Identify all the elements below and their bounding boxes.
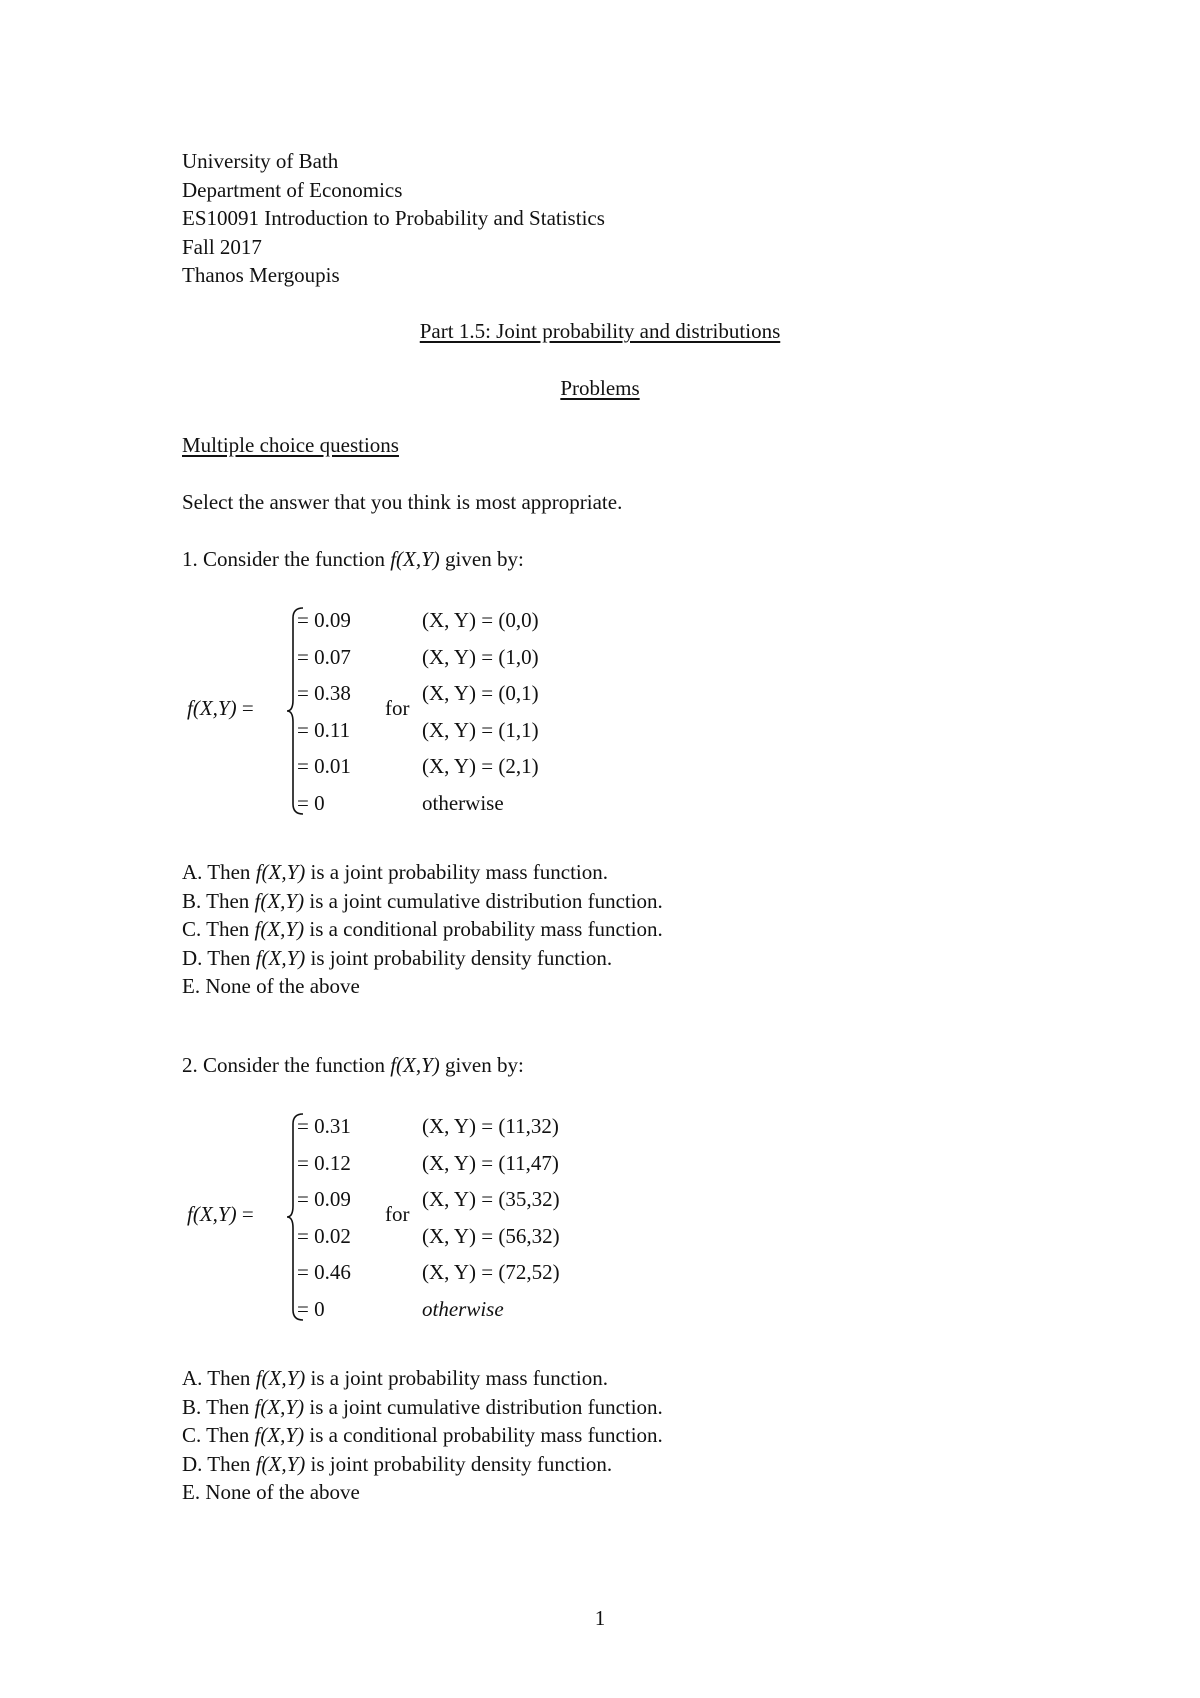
formula-lhs: f(X,Y) =: [187, 696, 254, 720]
function-symbol: f(X,Y): [255, 1366, 306, 1390]
option-suffix: is joint probability density function.: [310, 1451, 613, 1476]
option-suffix: is a joint cumulative distribution function.: [309, 1394, 663, 1419]
question-1-prompt: [182, 545, 524, 573]
problems-heading-row: [0, 374, 1200, 402]
option-d: [182, 944, 663, 973]
formula-lhs: f(X,Y) =: [187, 1202, 254, 1226]
function-symbol: f(X,Y): [187, 696, 237, 720]
question-2-prompt: [182, 1051, 524, 1079]
option-e: [182, 972, 663, 1001]
for-keyword: for: [385, 696, 410, 720]
function-symbol: f(X,Y): [390, 547, 440, 571]
option-suffix: is a conditional probability mass function.: [309, 1423, 663, 1447]
formula-value: = 0.02: [297, 1223, 351, 1248]
formula-condition: (X, Y) = (35,32): [422, 1187, 560, 1211]
option-c: [182, 1421, 663, 1450]
formula-condition: (X, Y) = (72,52): [422, 1260, 560, 1284]
instruction: Select the answer that you think is most appropriate.: [182, 490, 623, 514]
option-a: [182, 1364, 663, 1393]
option-a: [182, 858, 663, 887]
prompt-text: Consider the function: [203, 1053, 385, 1077]
course-title: ES10091 Introduction to Probability and Statistics: [182, 206, 605, 230]
function-symbol: f(X,Y): [255, 1451, 306, 1476]
option-b: [182, 1393, 663, 1422]
option-prefix: C. Then: [182, 917, 250, 941]
question-2-options: [182, 1364, 663, 1507]
option-suffix: is a joint probability mass function.: [310, 1366, 608, 1390]
formula-condition: otherwise: [422, 1296, 504, 1321]
formula-condition: (X, Y) = (2,1): [422, 754, 539, 778]
formula-value: = 0.46: [297, 1260, 351, 1284]
prompt-text: given by:: [445, 1053, 524, 1077]
document-header: [182, 147, 605, 290]
university-name: University of Bath: [182, 149, 339, 173]
function-symbol: f(X,Y): [255, 860, 306, 884]
option-b: [182, 887, 663, 916]
part-title-row: [0, 317, 1200, 345]
condition-column: [422, 606, 539, 825]
section-heading: Multiple choice questions: [182, 433, 399, 457]
option-prefix: A. Then: [182, 1366, 251, 1390]
question-number: 1.: [182, 547, 198, 571]
option-e: [182, 1478, 663, 1507]
formula-value: = 0.31: [297, 1114, 351, 1138]
function-symbol: f(X,Y): [254, 1394, 305, 1419]
formula-condition: (X, Y) = (11,47): [422, 1150, 559, 1175]
value-column: [297, 606, 351, 825]
value-column: [297, 1112, 351, 1331]
formula-value: = 0.09: [297, 1187, 351, 1211]
option-d: [182, 1450, 663, 1479]
condition-column: [422, 1112, 560, 1331]
formula-value: = 0.38: [297, 681, 351, 705]
for-keyword: for: [385, 1202, 410, 1226]
section-heading-row: [182, 431, 399, 459]
term: Fall 2017: [182, 234, 262, 259]
option-prefix: D. Then: [182, 945, 251, 970]
formula-condition: (X, Y) = (1,0): [422, 644, 539, 669]
page-number: 1: [594, 1606, 606, 1630]
formula-value: = 0.01: [297, 754, 351, 778]
formula-condition: otherwise: [422, 790, 504, 815]
part-title: Part 1.5: Joint probability and distributions: [419, 319, 781, 343]
option-prefix: E. None of the above: [182, 1480, 360, 1504]
option-prefix: E. None of the above: [182, 974, 360, 998]
formula-value: = 0.07: [297, 644, 351, 669]
formula-condition: (X, Y) = (56,32): [422, 1223, 560, 1248]
formula-value: = 0.09: [297, 608, 351, 632]
department-name: Department of Economics: [182, 177, 403, 202]
formula-value: = 0.11: [297, 717, 351, 742]
formula-condition: (X, Y) = (0,0): [422, 608, 539, 632]
function-symbol: f(X,Y): [254, 917, 305, 941]
question-1-options: [182, 858, 663, 1001]
question-2-formula: [182, 1112, 702, 1322]
formula-value: = 0: [297, 1296, 325, 1321]
formula-condition: (X, Y) = (0,1): [422, 681, 539, 705]
function-symbol: f(X,Y): [254, 888, 305, 913]
option-prefix: D. Then: [182, 1451, 251, 1476]
option-suffix: is a joint probability mass function.: [310, 860, 608, 884]
author-name: Thanos Mergoupis: [182, 263, 340, 287]
function-symbol: f(X,Y): [254, 1423, 305, 1447]
option-prefix: B. Then: [182, 888, 250, 913]
problems-heading: Problems: [560, 376, 640, 400]
function-symbol: f(X,Y): [255, 945, 306, 970]
prompt-text: given by:: [445, 547, 524, 571]
formula-condition: (X, Y) = (11,32): [422, 1114, 559, 1138]
option-suffix: is a conditional probability mass function.: [309, 917, 663, 941]
question-number: 2.: [182, 1053, 198, 1077]
formula-condition: (X, Y) = (1,1): [422, 717, 539, 742]
option-suffix: is joint probability density function.: [310, 945, 613, 970]
function-symbol: f(X,Y): [390, 1053, 440, 1077]
option-prefix: B. Then: [182, 1394, 250, 1419]
option-prefix: A. Then: [182, 860, 251, 884]
formula-value: = 0: [297, 790, 325, 815]
option-c: [182, 915, 663, 944]
function-symbol: f(X,Y): [187, 1202, 237, 1226]
formula-value: = 0.12: [297, 1150, 351, 1175]
prompt-text: Consider the function: [203, 547, 385, 571]
option-suffix: is a joint cumulative distribution function.: [309, 888, 663, 913]
question-1-formula: [182, 606, 702, 816]
option-prefix: C. Then: [182, 1423, 250, 1447]
